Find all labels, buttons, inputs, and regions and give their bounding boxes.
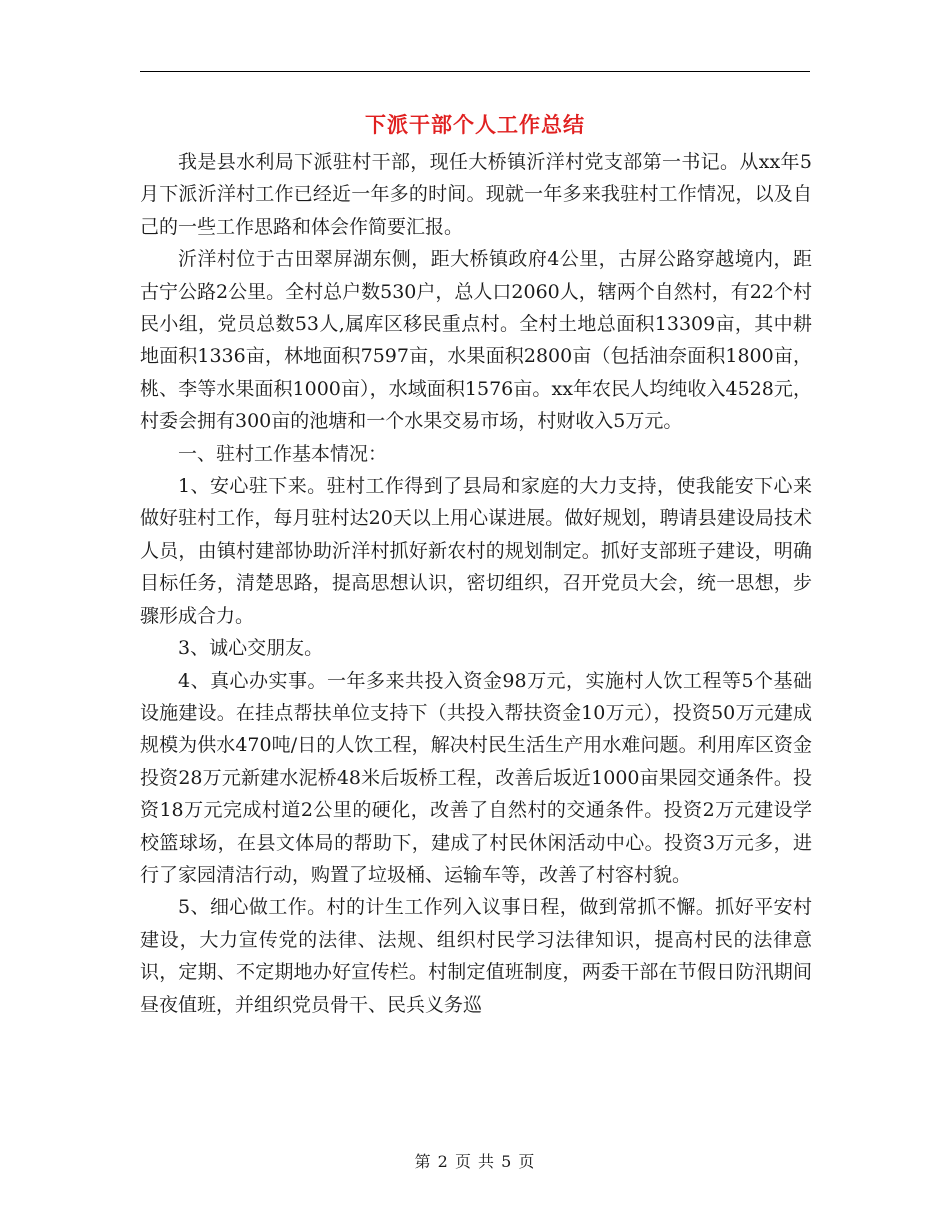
paragraph-item-4: 4、真心办实事。一年多来共投入资金98万元，实施村人饮工程等5个基础设施建设。在挂点帮扶单位支持下（共投入帮扶资金10万元），投资50万元建成规模为供水470吨/日的人饮工程，解决村民生活生产用水难问题。利用库区资金投资28万元新建水泥桥48米后坂桥工程，改善后坂近1000亩果园交通条件。投资18万元完成村道2公里的硬化，改善了自然村的交通条件。投资2万元建设学校篮球场，在县文体局的帮助下，建成了村民休闲活动中心。投资3万元多，进行了家园清洁行动，购置了垃圾桶、运输车等，改善了村容村貌。 (140, 669, 812, 886)
paragraph-item-1: 1、安心驻下来。驻村工作得到了县局和家庭的大力支持，使我能安下心来做好驻村工作，每月驻村达20天以上用心谋进展。做好规划，聘请县建设局技术人员，由镇村建部协助沂洋村抓好新农村的规划制定。抓好支部班子建设，明确目标任务，清楚思路，提高思想认识，密切组织，召开党员大会，统一思想，步骤形成合力。 (140, 475, 812, 627)
header-rule (140, 71, 810, 72)
page-number-footer: 第 2 页 共 5 页 (414, 1152, 536, 1171)
document-title: 下派干部个人工作总结 (365, 112, 585, 137)
paragraph-intro: 我是县水利局下派驻村干部，现任大桥镇沂洋村党支部第一书记。从xx年5月下派沂洋村工作已经近一年多的时间。现就一年多来我驻村工作情况，以及自己的一些工作思路和体会作简要汇报。 (140, 151, 812, 238)
paragraph-village-overview: 沂洋村位于古田翠屏湖东侧，距大桥镇政府4公里，古屏公路穿越境内，距古宁公路2公里。全村总户数530户，总人口2060人，辖两个自然村，有22个村民小组，党员总数53人,属库区移民重点村。全村土地总面积13309亩，其中耕地面积1336亩，林地面积7597亩，水果面积2800亩（包括油奈面积1800亩，桃、李等水果面积1000亩），水域面积1576亩。xx年农民人均纯收入4528元，村委会拥有300亩的池塘和一个水果交易市场，村财收入5万元。 (140, 248, 812, 433)
document-body (140, 146, 812, 1021)
paragraph-item-3: 3、诚心交朋友。 (178, 637, 324, 660)
paragraph-item-5: 5、细心做工作。村的计生工作列入议事日程，做到常抓不懈。抓好平安村建设，大力宣传党的法律、法规、组织村民学习法律知识，提高村民的法律意识，定期、不定期地办好宣传栏。村制定值班制度，两委干部在节假日防汛期间昼夜值班，并组织党员骨干、民兵义务巡 (140, 896, 812, 1016)
section-heading: 一、驻村工作基本情况： (178, 442, 388, 465)
